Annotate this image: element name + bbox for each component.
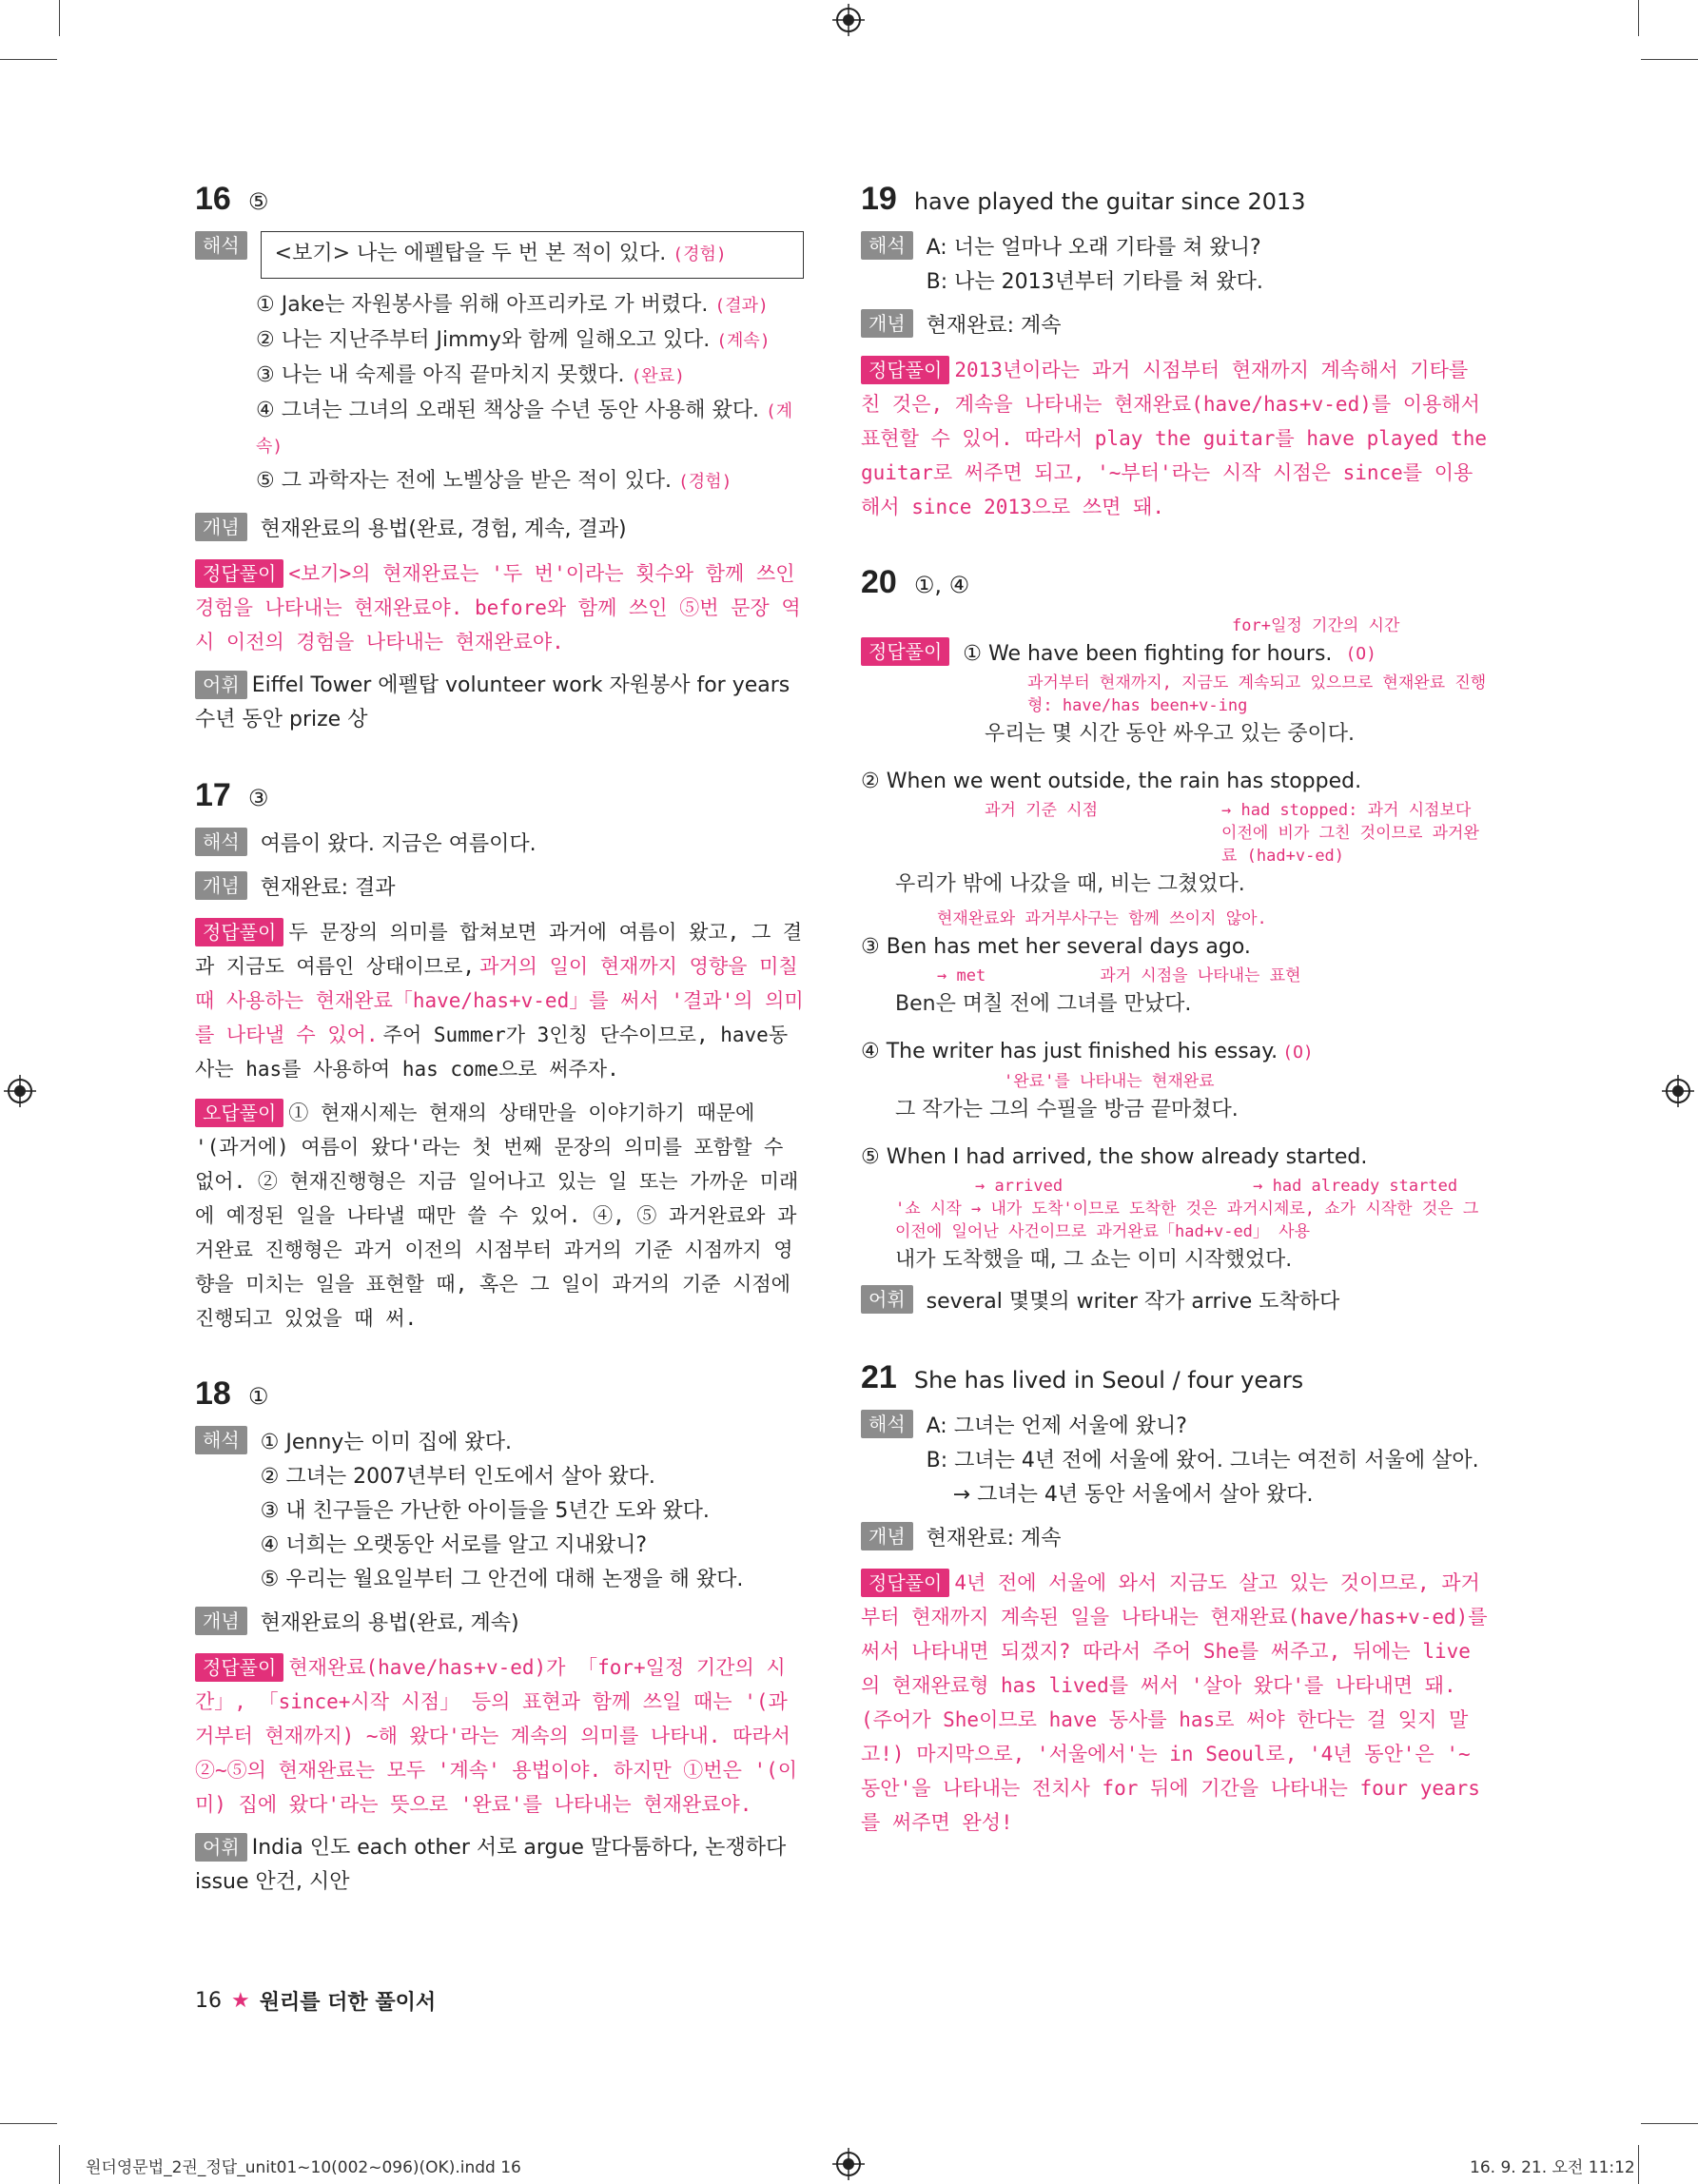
list-item: ③ 내 친구들은 가난한 아이들을 5년간 도와 왔다. (260, 1499, 710, 1523)
annotation-note: → had stopped: 과거 시점보다 이전에 비가 그친 것이므로 과거완료 (had+v-ed) (1221, 801, 1479, 866)
translation-tag: 해석 (195, 231, 247, 260)
translation-list (195, 288, 804, 499)
registration-mark-icon (832, 2148, 865, 2180)
crop-mark (1638, 2145, 1639, 2184)
list-item: ② 나는 지난주부터 Jimmy와 함께 일해오고 있다. (계속) (256, 328, 771, 352)
crop-mark (1641, 59, 1698, 60)
translation-tag: 해석 (195, 828, 247, 856)
translation-tag: 해석 (861, 1410, 913, 1438)
example-sentence: ④ The writer has just finished his essay. (861, 1040, 1278, 1063)
concept-tag: 개념 (861, 309, 913, 338)
concept-text: 현재완료: 결과 (260, 876, 396, 900)
left-column (195, 181, 804, 1940)
print-slug-date: 16. 9. 21. 오전 11:12 (1470, 2158, 1635, 2177)
explanation-text: <보기>의 현재완료는 '두 번'이라는 횟수와 함께 쓰인 경험을 나타내는 현재완료야. before와 함께 쓰인 ⑤번 문장 역시 이전의 경험을 나타내는 현재완료야. (195, 562, 801, 653)
question-number: 17 (195, 777, 231, 813)
question-number: 20 (861, 564, 897, 600)
sentence-translation: 내가 도착했을 때, 그 쇼는 이미 시작했었다. (895, 1248, 1293, 1272)
explanation-text: 4년 전에 서울에 와서 지금도 살고 있는 것이므로, 과거부터 현재까지 계속된 일을 나타내는 현재완료(have/has+v-ed)를 써서 나타내면 되겠지? 따라서 주어 She를 써주고, 뒤에는 live의 현재완료형 has lived를 써서 '살아 왔다'를 나타내면 돼. (주어가 She이므로 have 동사를 has로 써야 한다는 걸 잊지 말고!) 마지막으로, '서울에서'는 in Seoul로, '4년 동안'은 '~ 동안'을 나타내는 전치사 for 뒤에 기간을 나타내는 four years를 써주면 완성! (861, 1571, 1488, 1834)
question-16 (195, 181, 804, 737)
vocab-text: several 몇몇의 writer 작가 arrive 도착하다 (926, 1290, 1340, 1314)
vocab-tag: 어휘 (861, 1285, 913, 1314)
list-item: ⑤ 그 과학자는 전에 노벨상을 받은 적이 있다. (경험) (256, 469, 732, 493)
annotation-note: 과거 기준 시점 (985, 801, 1099, 820)
concept-text: 현재완료: 계속 (926, 1527, 1062, 1550)
explanation-text: 2013년이라는 과거 시점부터 현재까지 계속해서 기타를 친 것은, 계속을 나타내는 현재완료(have/has+v-ed)를 이용해서 표현할 수 있어. 따라서 play the guitar를 have played the guitar로 써주면 되고, '~부터'라는 시작 시점은 since를 이용해서 since 2013으로 쓰면 돼. (861, 359, 1488, 518)
crop-mark (59, 0, 60, 36)
concept-tag: 개념 (195, 871, 247, 900)
book-title: 원리를 더한 풀이서 (259, 1991, 437, 2015)
example-sentence: ② When we went outside, the rain has stopped. (861, 770, 1362, 793)
page-footer (195, 1986, 436, 2016)
explanation-tag: 정답풀이 (861, 637, 949, 666)
registration-mark-icon (832, 4, 865, 36)
concept-text: 현재완료의 용법(완료, 경험, 계속, 결과) (260, 517, 627, 541)
dialogue-line: A: 너는 얼마나 오래 기타를 쳐 왔니? (926, 236, 1261, 260)
question-number: 16 (195, 181, 231, 217)
explanation-tag: 정답풀이 (195, 1653, 283, 1682)
question-answer: have played the guitar since 2013 (913, 188, 1306, 215)
dialogue-line: B: 그녀는 4년 전에 서울에 왔어. 그녀는 여전히 서울에 살아. (926, 1449, 1479, 1472)
sentence-translation: 우리가 밖에 나갔을 때, 비는 그쳤었다. (895, 872, 1245, 896)
example-text: <보기> 나는 에펠탑을 두 번 본 적이 있다. (274, 242, 667, 265)
annotation-note: 과거부터 현재까지, 지금도 계속되고 있으므로 현재완료 진행형: have/has been+v-ing (1027, 673, 1487, 715)
page-number: 16 (195, 1989, 222, 2013)
translation-tag: 해석 (861, 231, 913, 260)
example-sentence: ⑤ When I had arrived, the show already started. (861, 1145, 1368, 1169)
annotation-note: → met (937, 966, 986, 985)
explanation-text: 현재완료(have/has+v-ed)가 「for+일정 기간의 시간」, 「since+시작 시점」 등의 표현과 함께 쓰일 때는 '(과거부터 현재까지) ~해 왔다'라는 계속의 의미를 나타내. 따라서 ②~⑤의 현재완료는 모두 '계속' 용법이야. 하지만 ①번은 '(이미) 집에 왔다'라는 뜻으로 '완료'를 나타내는 현재완료야. (195, 1656, 798, 1816)
vocab-tag: 어휘 (195, 1833, 247, 1862)
explanation-tag: 정답풀이 (861, 356, 949, 384)
question-17 (195, 777, 804, 1336)
annotation-note: for+일정 기간의 시간 (1232, 616, 1400, 635)
dialogue-line: A: 그녀는 언제 서울에 왔니? (926, 1414, 1187, 1438)
annotation-note: '완료'를 나타내는 현재완료 (1004, 1072, 1215, 1091)
explanation-text: 주어 Summer가 3인칭 단수이므로, have동사는 has를 사용하여 has come으로 써주자. (195, 1024, 789, 1081)
question-number: 18 (195, 1375, 231, 1412)
example-sentence: ① We have been fighting for hours. (963, 642, 1333, 666)
explanation-tag: 정답풀이 (195, 918, 283, 946)
vocab-tag: 어휘 (195, 671, 247, 699)
wrong-answer-text: ① 현재시제는 현재의 상태만을 이야기하기 때문에 '(과거에) 여름이 왔다'라는 첫 번째 문장의 의미를 포함할 수 없어. ② 현재진행형은 지금 일어나고 있는 일 또는 가까운 미래에 예정된 일을 나타낼 때만 쓸 수 있어. ④, ⑤ 과거완료와 과거완료 진행형은 과거 이전의 시점부터 과거의 기준 시점까지 영향을 미치는 일을 표현할 때, 혹은 그 일이 과거의 기준 시점에 진행되고 있었을 때 써. (195, 1102, 799, 1330)
right-column (861, 181, 1489, 1880)
sentence-translation: 그 작가는 그의 수필을 방금 끝마쳤다. (895, 1098, 1239, 1121)
concept-text: 현재완료의 용법(완료, 계속) (260, 1611, 519, 1635)
question-answer: ③ (247, 785, 269, 811)
example-sentence: ③ Ben has met her several days ago. (861, 935, 1251, 959)
example-note: (경험) (673, 244, 727, 264)
print-slug-file: 원더영문법_2권_정답_unit01~10(002~096)(OK).indd 16 (86, 2158, 521, 2177)
list-item: ④ 그녀는 그녀의 오래된 책상을 수년 동안 사용해 왔다. (계속) (256, 399, 793, 457)
crop-mark (0, 2123, 57, 2124)
crop-mark (0, 59, 57, 60)
explanation-tag: 정답풀이 (861, 1569, 949, 1597)
list-item: ③ 나는 내 숙제를 아직 끝마치지 못했다. (완료) (256, 363, 685, 387)
question-answer: She has lived in Seoul / four years (913, 1367, 1304, 1394)
concept-text: 현재완료: 계속 (926, 314, 1062, 338)
annotation-note: 과거 시점을 나타내는 표현 (1100, 966, 1301, 985)
list-item: ⑤ 우리는 월요일부터 그 안건에 대해 논쟁을 해 왔다. (260, 1568, 744, 1591)
crop-mark (1641, 2123, 1698, 2124)
explanation-text: 두 문장의 의미를 합쳐보면 과거에 여름이 왔고, 그 결과 지금도 여름인 상태이므로, (195, 921, 803, 978)
question-answer: ① (247, 1383, 269, 1410)
concept-tag: 개념 (195, 1607, 247, 1635)
list-item: ② 그녀는 2007년부터 인도에서 살아 왔다. (260, 1465, 655, 1489)
translation-tag: 해석 (195, 1426, 247, 1454)
question-answer: ⑤ (247, 188, 269, 215)
concept-tag: 개념 (195, 513, 247, 541)
vocab-text: Eiffel Tower 에펠탑 volunteer work 자원봉사 for years 수년 동안 prize 상 (195, 673, 790, 731)
annotation-note: → arrived (975, 1177, 1064, 1196)
sentence-translation: Ben은 며칠 전에 그녀를 만났다. (895, 992, 1192, 1016)
list-item: ① Jenny는 이미 집에 왔다. (260, 1431, 513, 1454)
sentence-translation: 우리는 몇 시간 동안 싸우고 있는 중이다. (985, 722, 1355, 746)
crop-mark (59, 2145, 60, 2184)
translation-text: 여름이 왔다. 지금은 여름이다. (260, 832, 537, 856)
example-box (261, 231, 804, 279)
explanation-text-highlight: 과거의 일이 현재까지 영향을 미칠 때 사용하는 현재완료「have/has+v-ed」를 써서 '결과'의 의미를 나타낼 수 있어. (195, 955, 804, 1046)
registration-mark-icon (4, 1075, 36, 1107)
correct-mark: (O) (1282, 1043, 1314, 1063)
registration-mark-icon (1662, 1075, 1694, 1107)
question-number: 19 (861, 181, 897, 217)
question-18 (195, 1375, 804, 1900)
concept-tag: 개념 (861, 1522, 913, 1550)
star-icon: ★ (231, 1989, 250, 2013)
correct-mark: (O) (1345, 644, 1376, 664)
question-20 (861, 564, 1489, 1319)
dialogue-line: B: 나는 2013년부터 기타를 쳐 왔다. (926, 270, 1263, 294)
explanation-tag: 정답풀이 (195, 559, 283, 588)
question-number: 21 (861, 1359, 897, 1395)
annotation-note: '쇼 시작 → 내가 도착'이므로 도착한 것은 과거시제로, 쇼가 시작한 것은 그 이전에 일어난 사건이므로 과거완료「had+v-ed」 사용 (895, 1199, 1479, 1241)
crop-mark (1638, 0, 1639, 36)
list-item: ① Jake는 자원봉사를 위해 아프리카로 가 버렸다. (결과) (256, 293, 769, 317)
question-19 (861, 181, 1489, 524)
dialogue-line: → 그녀는 4년 동안 서울에서 살아 왔다. (952, 1483, 1314, 1507)
question-answer: ①, ④ (913, 572, 970, 598)
question-21 (861, 1359, 1489, 1840)
annotation-note: 현재완료와 과거부사구는 함께 쓰이지 않아. (937, 909, 1267, 928)
list-item: ④ 너희는 오랫동안 서로를 알고 지내왔니? (260, 1533, 648, 1557)
annotation-note: → had already started (1253, 1177, 1458, 1196)
vocab-text: India 인도 each other 서로 argue 말다툼하다, 논쟁하다 issue 안건, 시안 (195, 1836, 787, 1894)
wrong-answer-tag: 오답풀이 (195, 1099, 283, 1127)
